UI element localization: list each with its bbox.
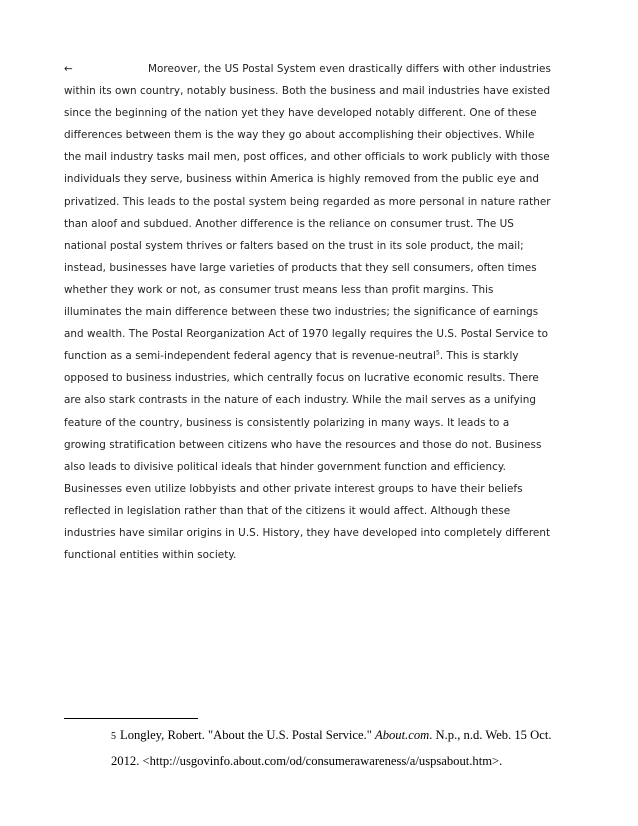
footnote [111,723,581,774]
footnote-text: . N.p., n.d. Web. 15 Oct. [429,728,552,742]
paragraph-line: differences between them is the way they go about accomplishing their objectives. While [64,129,535,142]
paragraph-line: since the beginning of the nation yet they have developed notably different. One of these [64,107,537,120]
paragraph-line: opposed to business industries, which centrally focus on lucrative economic results. There [64,372,539,385]
paragraph-line: also leads to divisive political ideals that hinder government function and efficiency. [64,460,506,473]
footnote-line [111,723,581,749]
footnote-number: 5 [111,731,116,742]
body-paragraph [64,58,584,566]
paragraph-line: the mail industry tasks mail men, post offices, and other officials to work publicly with those [64,151,550,164]
footnote-reference[interactable]: 5 [435,349,440,357]
paragraph-line [64,345,584,367]
paragraph-line [64,58,584,80]
paragraph-line: individuals they serve, business within America is highly removed from the public eye and [64,173,540,186]
footnote-source: About.com [375,728,430,742]
paragraph-line: illuminates the main difference between these two industries; the significance of earnings [64,306,539,319]
paragraph-line: instead, businesses have large varieties of products that they sell consumers, often times [64,261,537,274]
paragraph-line: are also stark contrasts in the nature of each industry. While the mail serves as a unifying [64,394,536,407]
paragraph-line: and wealth. The Postal Reorganization Act of 1970 legally requires the U.S. Postal Service to [64,328,548,341]
paragraph-line: national postal system thrives or falters based on the trust in its sole product, the mail; [64,239,524,252]
footnote-separator [64,718,198,719]
paragraph-line: whether they work or not, as consumer trust means less than profit margins. This [64,283,494,296]
paragraph-line-text: function as a semi-independent federal agency that is revenue-neutral [64,350,436,363]
paragraph-line: industries have similar origins in U.S. History, they have developed into completely different [64,526,551,539]
paragraph-line: privatized. This leads to the postal system being regarded as more personal in nature rather [64,195,551,208]
paragraph-line: feature of the country, business is consistently polarizing in many ways. It leads to a [64,416,510,429]
footnote-text: Longley, Robert. "About the U.S. Postal Service." [120,728,376,742]
paragraph-line: within its own country, notably business. Both the business and mail industries have existed [64,85,551,98]
paragraph-line: Businesses even utilize lobbyists and other private interest groups to have their beliefs [64,482,523,495]
paragraph-line-text: . This is starkly [439,350,519,363]
paragraph-line-text: Moreover, the US Postal System even drastically differs with other industries [148,63,551,75]
paragraph-line: functional entities within society. [64,549,237,562]
indent-arrow: ← [64,63,73,75]
paragraph-line: reflected in legislation rather than that of the citizens it would affect. Although these [64,504,511,517]
paragraph-line: growing stratification between citizens who have the resources and those do not. Business [64,438,542,451]
paragraph-line: than aloof and subdued. Another difference is the reliance on consumer trust. The US [64,217,514,230]
footnote-url-line[interactable]: 2012. <http://usgovinfo.about.com/od/consumerawareness/a/uspsabout.htm>. [111,754,503,768]
